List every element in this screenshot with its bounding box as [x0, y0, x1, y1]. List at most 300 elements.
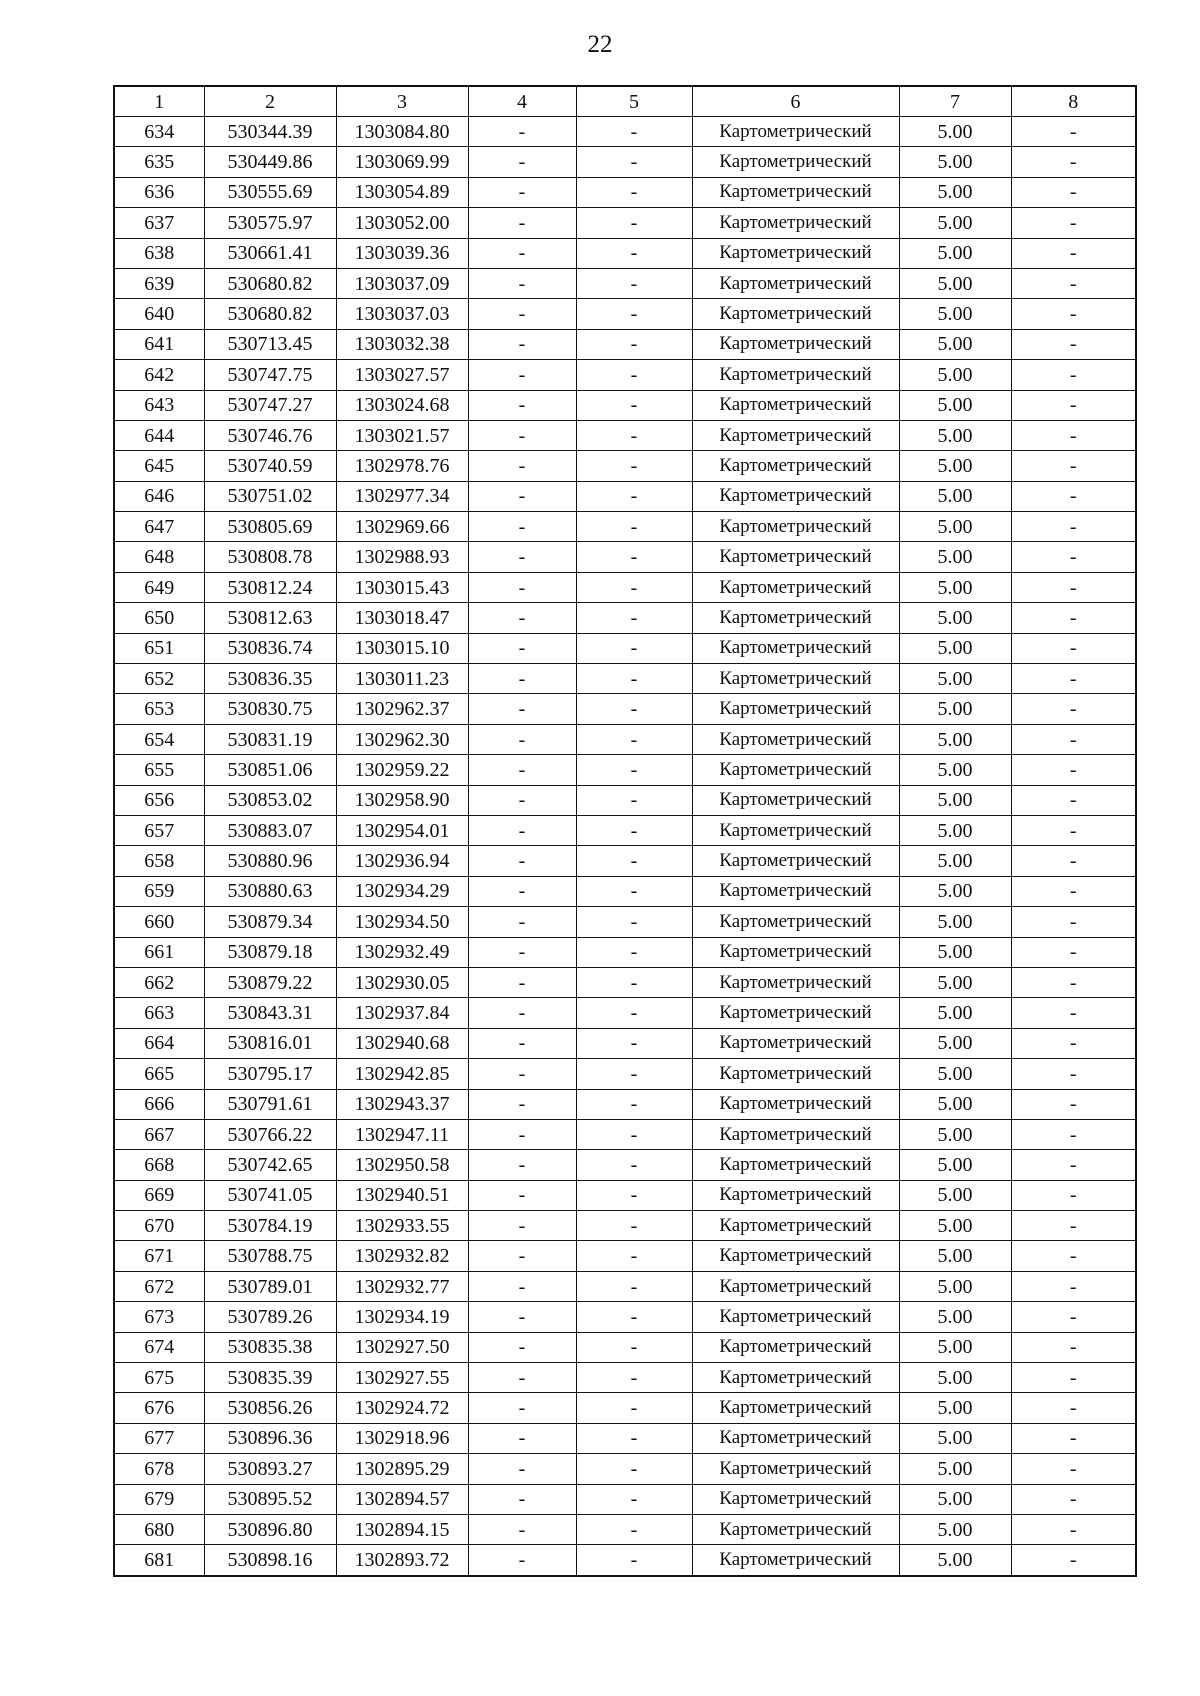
column-4-cell: - [468, 755, 576, 785]
x-coordinate-cell: 530751.02 [204, 481, 336, 511]
column-5-cell: - [576, 299, 692, 329]
point-number-cell: 654 [114, 724, 204, 754]
column-4-cell: - [468, 937, 576, 967]
column-header: 3 [336, 86, 468, 117]
column-8-cell: - [1011, 238, 1136, 268]
column-8-cell: - [1011, 785, 1136, 815]
accuracy-cell: 5.00 [899, 208, 1011, 238]
x-coordinate-cell: 530742.65 [204, 1150, 336, 1180]
method-cell: Картометрический [692, 542, 899, 572]
column-5-cell: - [576, 1089, 692, 1119]
column-8-cell: - [1011, 420, 1136, 450]
table-row [114, 268, 1136, 298]
table-row [114, 1211, 1136, 1241]
column-8-cell: - [1011, 1028, 1136, 1058]
column-4-cell: - [468, 1150, 576, 1180]
accuracy-cell: 5.00 [899, 1028, 1011, 1058]
x-coordinate-cell: 530344.39 [204, 117, 336, 147]
accuracy-cell: 5.00 [899, 390, 1011, 420]
column-8-cell: - [1011, 755, 1136, 785]
column-5-cell: - [576, 147, 692, 177]
column-4-cell: - [468, 329, 576, 359]
column-5-cell: - [576, 117, 692, 147]
y-coordinate-cell: 1302988.93 [336, 542, 468, 572]
accuracy-cell: 5.00 [899, 177, 1011, 207]
y-coordinate-cell: 1302940.51 [336, 1180, 468, 1210]
table-row [114, 1271, 1136, 1301]
column-8-cell: - [1011, 633, 1136, 663]
column-4-cell: - [468, 1363, 576, 1393]
table-row [114, 1423, 1136, 1453]
accuracy-cell: 5.00 [899, 481, 1011, 511]
y-coordinate-cell: 1302978.76 [336, 451, 468, 481]
method-cell: Картометрический [692, 512, 899, 542]
column-4-cell: - [468, 664, 576, 694]
accuracy-cell: 5.00 [899, 117, 1011, 147]
method-cell: Картометрический [692, 1484, 899, 1514]
table-row [114, 1028, 1136, 1058]
coordinates-table [113, 85, 1137, 1577]
table-row [114, 208, 1136, 238]
method-cell: Картометрический [692, 177, 899, 207]
y-coordinate-cell: 1302894.57 [336, 1484, 468, 1514]
method-cell: Картометрический [692, 572, 899, 602]
column-4-cell: - [468, 1393, 576, 1423]
method-cell: Картометрический [692, 481, 899, 511]
accuracy-cell: 5.00 [899, 876, 1011, 906]
x-coordinate-cell: 530805.69 [204, 512, 336, 542]
y-coordinate-cell: 1302927.55 [336, 1363, 468, 1393]
y-coordinate-cell: 1302958.90 [336, 785, 468, 815]
table-row [114, 1363, 1136, 1393]
method-cell: Картометрический [692, 329, 899, 359]
table-row [114, 1089, 1136, 1119]
method-cell: Картометрический [692, 1180, 899, 1210]
column-4-cell: - [468, 846, 576, 876]
accuracy-cell: 5.00 [899, 542, 1011, 572]
y-coordinate-cell: 1302962.30 [336, 724, 468, 754]
x-coordinate-cell: 530879.34 [204, 907, 336, 937]
x-coordinate-cell: 530680.82 [204, 268, 336, 298]
point-number-cell: 649 [114, 572, 204, 602]
table-row [114, 1241, 1136, 1271]
x-coordinate-cell: 530896.36 [204, 1423, 336, 1453]
x-coordinate-cell: 530575.97 [204, 208, 336, 238]
y-coordinate-cell: 1302969.66 [336, 512, 468, 542]
column-5-cell: - [576, 1454, 692, 1484]
table-row [114, 572, 1136, 602]
table-row [114, 299, 1136, 329]
column-5-cell: - [576, 572, 692, 602]
point-number-cell: 663 [114, 998, 204, 1028]
x-coordinate-cell: 530880.63 [204, 876, 336, 906]
column-8-cell: - [1011, 1180, 1136, 1210]
point-number-cell: 659 [114, 876, 204, 906]
point-number-cell: 640 [114, 299, 204, 329]
column-5-cell: - [576, 1332, 692, 1362]
column-8-cell: - [1011, 1241, 1136, 1271]
column-8-cell: - [1011, 1545, 1136, 1576]
point-number-cell: 647 [114, 512, 204, 542]
point-number-cell: 642 [114, 360, 204, 390]
column-header: 6 [692, 86, 899, 117]
x-coordinate-cell: 530883.07 [204, 815, 336, 845]
column-5-cell: - [576, 1241, 692, 1271]
column-8-cell: - [1011, 147, 1136, 177]
column-8-cell: - [1011, 1454, 1136, 1484]
y-coordinate-cell: 1302962.37 [336, 694, 468, 724]
accuracy-cell: 5.00 [899, 420, 1011, 450]
x-coordinate-cell: 530856.26 [204, 1393, 336, 1423]
method-cell: Картометрический [692, 664, 899, 694]
column-4-cell: - [468, 1119, 576, 1149]
x-coordinate-cell: 530898.16 [204, 1545, 336, 1576]
y-coordinate-cell: 1302954.01 [336, 815, 468, 845]
x-coordinate-cell: 530896.80 [204, 1514, 336, 1544]
column-header: 7 [899, 86, 1011, 117]
column-4-cell: - [468, 1211, 576, 1241]
method-cell: Картометрический [692, 238, 899, 268]
method-cell: Картометрический [692, 937, 899, 967]
table-row [114, 1180, 1136, 1210]
method-cell: Картометрический [692, 390, 899, 420]
x-coordinate-cell: 530893.27 [204, 1454, 336, 1484]
table-row [114, 1302, 1136, 1332]
y-coordinate-cell: 1302894.15 [336, 1514, 468, 1544]
accuracy-cell: 5.00 [899, 1059, 1011, 1089]
column-4-cell: - [468, 268, 576, 298]
point-number-cell: 643 [114, 390, 204, 420]
x-coordinate-cell: 530880.96 [204, 846, 336, 876]
column-5-cell: - [576, 633, 692, 663]
y-coordinate-cell: 1302942.85 [336, 1059, 468, 1089]
x-coordinate-cell: 530808.78 [204, 542, 336, 572]
accuracy-cell: 5.00 [899, 1545, 1011, 1576]
column-4-cell: - [468, 542, 576, 572]
table-row [114, 1545, 1136, 1576]
method-cell: Картометрический [692, 1393, 899, 1423]
page-number: 22 [587, 31, 613, 58]
accuracy-cell: 5.00 [899, 268, 1011, 298]
column-5-cell: - [576, 785, 692, 815]
column-8-cell: - [1011, 1211, 1136, 1241]
x-coordinate-cell: 530680.82 [204, 299, 336, 329]
column-4-cell: - [468, 694, 576, 724]
accuracy-cell: 5.00 [899, 1454, 1011, 1484]
y-coordinate-cell: 1303027.57 [336, 360, 468, 390]
table-row [114, 998, 1136, 1028]
accuracy-cell: 5.00 [899, 724, 1011, 754]
point-number-cell: 671 [114, 1241, 204, 1271]
column-4-cell: - [468, 785, 576, 815]
column-5-cell: - [576, 937, 692, 967]
column-4-cell: - [468, 1332, 576, 1362]
x-coordinate-cell: 530835.38 [204, 1332, 336, 1362]
x-coordinate-cell: 530879.18 [204, 937, 336, 967]
column-4-cell: - [468, 1302, 576, 1332]
accuracy-cell: 5.00 [899, 572, 1011, 602]
point-number-cell: 664 [114, 1028, 204, 1058]
table-body [114, 117, 1136, 1576]
x-coordinate-cell: 530555.69 [204, 177, 336, 207]
column-8-cell: - [1011, 1119, 1136, 1149]
method-cell: Картометрический [692, 998, 899, 1028]
column-5-cell: - [576, 1059, 692, 1089]
x-coordinate-cell: 530661.41 [204, 238, 336, 268]
y-coordinate-cell: 1302936.94 [336, 846, 468, 876]
point-number-cell: 660 [114, 907, 204, 937]
y-coordinate-cell: 1303039.36 [336, 238, 468, 268]
column-8-cell: - [1011, 1059, 1136, 1089]
column-8-cell: - [1011, 1271, 1136, 1301]
accuracy-cell: 5.00 [899, 451, 1011, 481]
table-row [114, 907, 1136, 937]
method-cell: Картометрический [692, 360, 899, 390]
x-coordinate-cell: 530812.63 [204, 603, 336, 633]
accuracy-cell: 5.00 [899, 633, 1011, 663]
accuracy-cell: 5.00 [899, 1363, 1011, 1393]
column-8-cell: - [1011, 117, 1136, 147]
column-5-cell: - [576, 1514, 692, 1544]
column-4-cell: - [468, 633, 576, 663]
y-coordinate-cell: 1302927.50 [336, 1332, 468, 1362]
accuracy-cell: 5.00 [899, 329, 1011, 359]
accuracy-cell: 5.00 [899, 1150, 1011, 1180]
point-number-cell: 679 [114, 1484, 204, 1514]
table-row [114, 937, 1136, 967]
table-row [114, 694, 1136, 724]
x-coordinate-cell: 530836.74 [204, 633, 336, 663]
point-number-cell: 670 [114, 1211, 204, 1241]
column-5-cell: - [576, 1180, 692, 1210]
x-coordinate-cell: 530791.61 [204, 1089, 336, 1119]
column-4-cell: - [468, 1059, 576, 1089]
column-8-cell: - [1011, 268, 1136, 298]
column-8-cell: - [1011, 846, 1136, 876]
y-coordinate-cell: 1303032.38 [336, 329, 468, 359]
accuracy-cell: 5.00 [899, 1423, 1011, 1453]
column-4-cell: - [468, 1241, 576, 1271]
column-8-cell: - [1011, 329, 1136, 359]
column-5-cell: - [576, 603, 692, 633]
column-5-cell: - [576, 815, 692, 845]
column-8-cell: - [1011, 603, 1136, 633]
x-coordinate-cell: 530741.05 [204, 1180, 336, 1210]
point-number-cell: 677 [114, 1423, 204, 1453]
x-coordinate-cell: 530746.76 [204, 420, 336, 450]
column-4-cell: - [468, 1454, 576, 1484]
column-8-cell: - [1011, 1150, 1136, 1180]
accuracy-cell: 5.00 [899, 1393, 1011, 1423]
column-8-cell: - [1011, 512, 1136, 542]
y-coordinate-cell: 1303024.68 [336, 390, 468, 420]
accuracy-cell: 5.00 [899, 603, 1011, 633]
table-row [114, 177, 1136, 207]
column-5-cell: - [576, 268, 692, 298]
accuracy-cell: 5.00 [899, 238, 1011, 268]
accuracy-cell: 5.00 [899, 755, 1011, 785]
column-4-cell: - [468, 360, 576, 390]
column-5-cell: - [576, 481, 692, 511]
column-5-cell: - [576, 694, 692, 724]
point-number-cell: 668 [114, 1150, 204, 1180]
y-coordinate-cell: 1302933.55 [336, 1211, 468, 1241]
accuracy-cell: 5.00 [899, 1302, 1011, 1332]
y-coordinate-cell: 1302932.77 [336, 1271, 468, 1301]
table-row [114, 1393, 1136, 1423]
column-4-cell: - [468, 1089, 576, 1119]
method-cell: Картометрический [692, 907, 899, 937]
method-cell: Картометрический [692, 451, 899, 481]
column-header: 8 [1011, 86, 1136, 117]
accuracy-cell: 5.00 [899, 967, 1011, 997]
column-4-cell: - [468, 147, 576, 177]
y-coordinate-cell: 1302947.11 [336, 1119, 468, 1149]
column-4-cell: - [468, 1423, 576, 1453]
column-5-cell: - [576, 1150, 692, 1180]
x-coordinate-cell: 530747.27 [204, 390, 336, 420]
accuracy-cell: 5.00 [899, 664, 1011, 694]
column-4-cell: - [468, 998, 576, 1028]
column-5-cell: - [576, 420, 692, 450]
column-5-cell: - [576, 1423, 692, 1453]
y-coordinate-cell: 1303021.57 [336, 420, 468, 450]
y-coordinate-cell: 1302932.82 [336, 1241, 468, 1271]
column-8-cell: - [1011, 1363, 1136, 1393]
y-coordinate-cell: 1302977.34 [336, 481, 468, 511]
accuracy-cell: 5.00 [899, 1514, 1011, 1544]
table-row [114, 1454, 1136, 1484]
y-coordinate-cell: 1302937.84 [336, 998, 468, 1028]
column-5-cell: - [576, 1484, 692, 1514]
x-coordinate-cell: 530449.86 [204, 147, 336, 177]
x-coordinate-cell: 530843.31 [204, 998, 336, 1028]
point-number-cell: 665 [114, 1059, 204, 1089]
column-8-cell: - [1011, 542, 1136, 572]
y-coordinate-cell: 1302934.50 [336, 907, 468, 937]
y-coordinate-cell: 1303037.09 [336, 268, 468, 298]
column-4-cell: - [468, 512, 576, 542]
point-number-cell: 661 [114, 937, 204, 967]
column-header: 4 [468, 86, 576, 117]
point-number-cell: 655 [114, 755, 204, 785]
point-number-cell: 674 [114, 1332, 204, 1362]
column-5-cell: - [576, 1271, 692, 1301]
x-coordinate-cell: 530816.01 [204, 1028, 336, 1058]
point-number-cell: 644 [114, 420, 204, 450]
column-8-cell: - [1011, 1484, 1136, 1514]
column-5-cell: - [576, 1119, 692, 1149]
table-row [114, 512, 1136, 542]
column-5-cell: - [576, 208, 692, 238]
x-coordinate-cell: 530836.35 [204, 664, 336, 694]
x-coordinate-cell: 530788.75 [204, 1241, 336, 1271]
method-cell: Картометрический [692, 846, 899, 876]
point-number-cell: 681 [114, 1545, 204, 1576]
accuracy-cell: 5.00 [899, 1089, 1011, 1119]
accuracy-cell: 5.00 [899, 1241, 1011, 1271]
method-cell: Картометрический [692, 1089, 899, 1119]
column-4-cell: - [468, 208, 576, 238]
x-coordinate-cell: 530895.52 [204, 1484, 336, 1514]
column-4-cell: - [468, 1180, 576, 1210]
column-8-cell: - [1011, 1332, 1136, 1362]
y-coordinate-cell: 1302895.29 [336, 1454, 468, 1484]
x-coordinate-cell: 530789.26 [204, 1302, 336, 1332]
accuracy-cell: 5.00 [899, 907, 1011, 937]
table-row [114, 1059, 1136, 1089]
column-4-cell: - [468, 876, 576, 906]
column-8-cell: - [1011, 1089, 1136, 1119]
method-cell: Картометрический [692, 208, 899, 238]
column-4-cell: - [468, 815, 576, 845]
y-coordinate-cell: 1303084.80 [336, 117, 468, 147]
method-cell: Картометрический [692, 603, 899, 633]
column-4-cell: - [468, 299, 576, 329]
y-coordinate-cell: 1303018.47 [336, 603, 468, 633]
accuracy-cell: 5.00 [899, 1332, 1011, 1362]
column-4-cell: - [468, 481, 576, 511]
column-8-cell: - [1011, 664, 1136, 694]
method-cell: Картометрический [692, 1271, 899, 1301]
column-8-cell: - [1011, 967, 1136, 997]
column-8-cell: - [1011, 481, 1136, 511]
point-number-cell: 650 [114, 603, 204, 633]
point-number-cell: 634 [114, 117, 204, 147]
column-8-cell: - [1011, 390, 1136, 420]
x-coordinate-cell: 530835.39 [204, 1363, 336, 1393]
method-cell: Картометрический [692, 1241, 899, 1271]
y-coordinate-cell: 1303054.89 [336, 177, 468, 207]
y-coordinate-cell: 1302943.37 [336, 1089, 468, 1119]
column-5-cell: - [576, 542, 692, 572]
y-coordinate-cell: 1302924.72 [336, 1393, 468, 1423]
accuracy-cell: 5.00 [899, 785, 1011, 815]
accuracy-cell: 5.00 [899, 1211, 1011, 1241]
column-5-cell: - [576, 755, 692, 785]
table-row [114, 1514, 1136, 1544]
column-5-cell: - [576, 177, 692, 207]
method-cell: Картометрический [692, 1514, 899, 1544]
x-coordinate-cell: 530784.19 [204, 1211, 336, 1241]
accuracy-cell: 5.00 [899, 815, 1011, 845]
column-5-cell: - [576, 451, 692, 481]
column-4-cell: - [468, 572, 576, 602]
column-4-cell: - [468, 117, 576, 147]
point-number-cell: 676 [114, 1393, 204, 1423]
column-4-cell: - [468, 177, 576, 207]
method-cell: Картометрический [692, 420, 899, 450]
column-8-cell: - [1011, 907, 1136, 937]
column-5-cell: - [576, 1545, 692, 1576]
method-cell: Картометрический [692, 876, 899, 906]
column-8-cell: - [1011, 815, 1136, 845]
x-coordinate-cell: 530851.06 [204, 755, 336, 785]
method-cell: Картометрический [692, 633, 899, 663]
y-coordinate-cell: 1303015.10 [336, 633, 468, 663]
x-coordinate-cell: 530830.75 [204, 694, 336, 724]
method-cell: Картометрический [692, 1363, 899, 1393]
point-number-cell: 678 [114, 1454, 204, 1484]
point-number-cell: 666 [114, 1089, 204, 1119]
table-row [114, 147, 1136, 177]
table-row [114, 815, 1136, 845]
y-coordinate-cell: 1302930.05 [336, 967, 468, 997]
table-row [114, 390, 1136, 420]
column-5-cell: - [576, 1211, 692, 1241]
column-4-cell: - [468, 238, 576, 268]
x-coordinate-cell: 530853.02 [204, 785, 336, 815]
